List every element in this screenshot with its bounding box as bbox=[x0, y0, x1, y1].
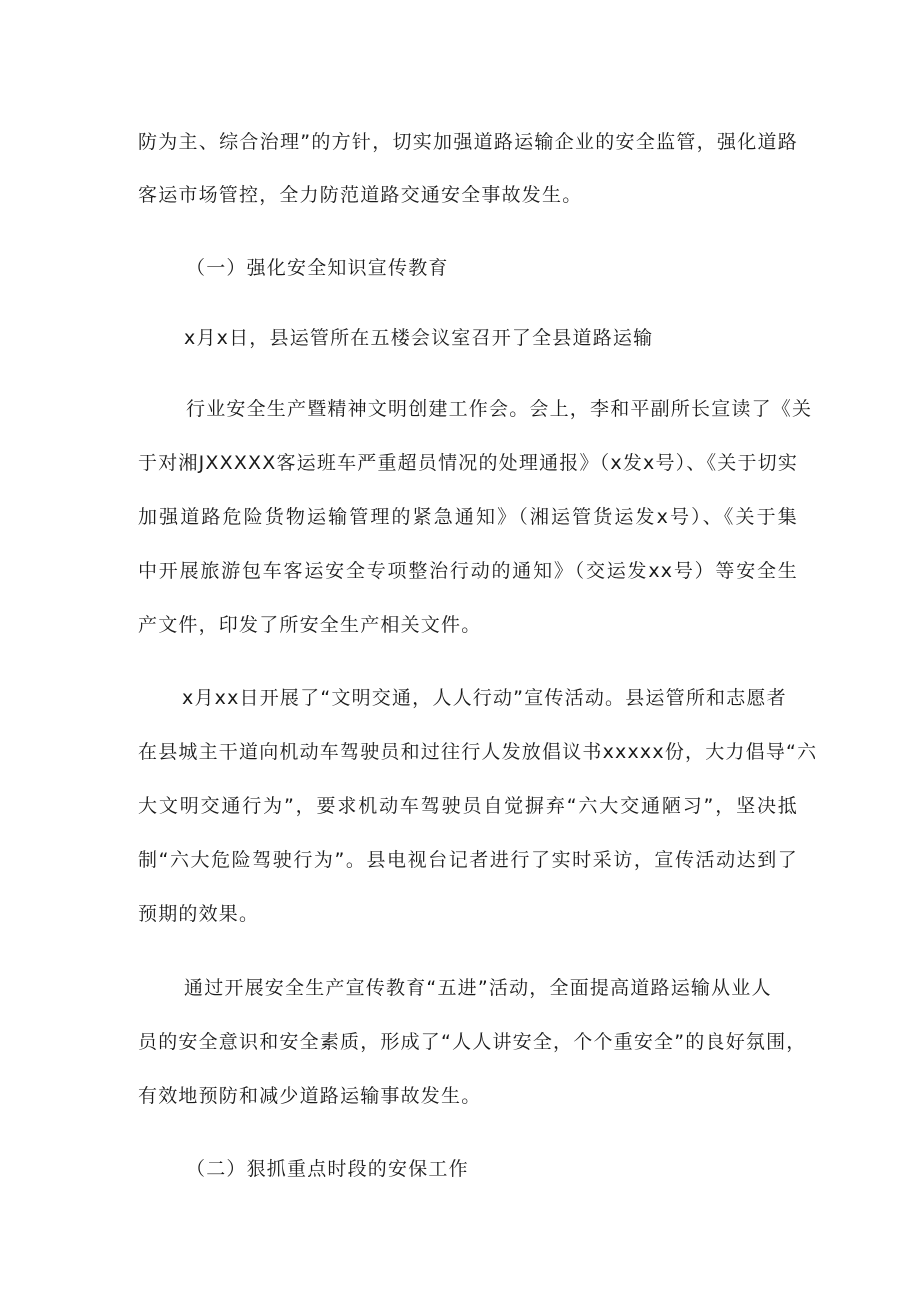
paragraph-line: 防为主、综合治理”的方针，切实加强道路运输企业的安全监管，强化道路 bbox=[138, 131, 798, 153]
paragraph-line: 中开展旅游包车客运安全专项整治行动的通知》（交运发xx号）等安全生 bbox=[138, 560, 798, 582]
paragraph-line: 加强道路危险货物运输管理的紧急通知》（湘运管货运发x号）、《关于集 bbox=[138, 506, 798, 528]
section-heading-2: （二）狠抓重点时段的安保工作 bbox=[186, 1158, 469, 1180]
paragraph-line: 客运市场管控，全力防范道路交通安全事故发生。 bbox=[138, 184, 583, 206]
paragraph-line: 员的安全意识和安全素质，形成了“人人讲安全，个个重安全”的良好氛围， bbox=[138, 1031, 807, 1053]
paragraph-line: 大文明交通行为”，要求机动车驾驶员自觉摒弃“六大交通陋习”，坚决抵 bbox=[138, 795, 798, 817]
paragraph-line: 有效地预防和减少道路运输事故发生。 bbox=[138, 1085, 482, 1107]
section-heading-1: （一）强化安全知识宣传教育 bbox=[186, 257, 449, 279]
paragraph-line: 于对湘JXXXXX客运班车严重超员情况的处理通报》（x发x号）、《关于切实 bbox=[138, 452, 799, 474]
paragraph-line: 在县城主干道向机动车驾驶员和过往行人发放倡议书xxxxx份，大力倡导“六 bbox=[138, 741, 818, 763]
paragraph-line: 行业安全生产暨精神文明创建工作会。会上，李和平副所长宣读了《关 bbox=[186, 398, 813, 420]
paragraph-line: x月xx日开展了“文明交通，人人行动”宣传活动。县运管所和志愿者 bbox=[182, 687, 787, 709]
paragraph-line: x月x日，县运管所在五楼会议室召开了全县道路运输 bbox=[184, 327, 654, 349]
paragraph-line: 制“六大危险驾驶行为”。县电视台记者进行了实时采访，宣传活动达到了 bbox=[138, 849, 798, 871]
paragraph-line: 通过开展安全生产宣传教育“五进”活动，全面提高道路运输从业人 bbox=[184, 977, 772, 999]
paragraph-line: 产文件，印发了所安全生产相关文件。 bbox=[138, 614, 482, 636]
paragraph-line: 预期的效果。 bbox=[138, 903, 260, 925]
